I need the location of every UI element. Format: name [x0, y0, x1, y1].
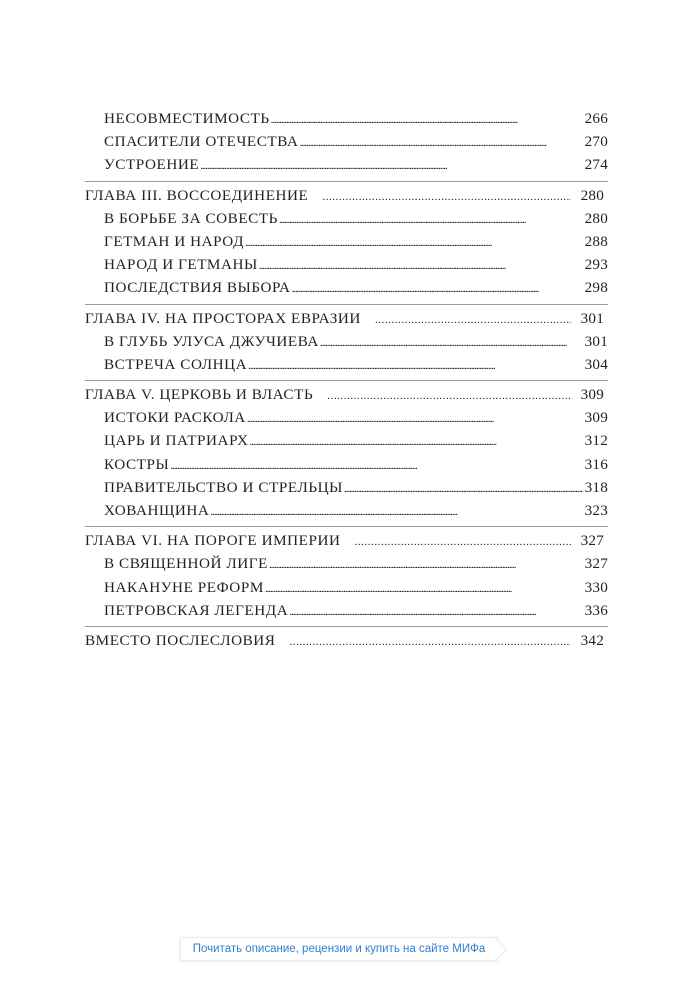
toc-entry-title: ВМЕСТО ПОСЛЕСЛОВИЯ	[85, 631, 276, 649]
toc-subsection-entry	[85, 456, 608, 479]
toc-entry-title: ГЛАВА IV. НА ПРОСТОРАХ ЕВРАЗИИ	[85, 309, 361, 327]
toc-subsection-entry	[85, 256, 608, 279]
toc-section	[85, 532, 608, 627]
toc-entry-title: ГЛАВА III. ВОССОЕДИНЕНИЕ	[85, 186, 309, 204]
toc-entry-page: 316	[584, 455, 608, 473]
toc-subsection-entry	[85, 210, 608, 233]
toc-entry-page: 336	[584, 601, 608, 619]
toc-section	[85, 386, 608, 527]
toc-leader-dots	[320, 337, 583, 349]
toc-entry-page: 309	[584, 409, 608, 427]
toc-entry-page: 342	[580, 631, 604, 649]
toc-leader-dots	[355, 536, 571, 548]
toc-chapter-entry	[85, 632, 608, 655]
toc-leader-dots	[245, 237, 583, 249]
toc-leader-dots	[200, 160, 582, 172]
toc-entry-title: УСТРОЕНИЕ	[104, 156, 200, 174]
toc-entry-title: ГЛАВА VI. НА ПОРОГЕ ИМПЕРИИ	[85, 532, 341, 550]
toc-subsection-entry	[85, 233, 608, 256]
toc-entry-page: 323	[584, 502, 608, 519]
toc-leader-dots	[269, 559, 583, 571]
toc-entry-title: ХОВАНЩИНА	[104, 502, 210, 519]
toc-leader-dots	[247, 413, 583, 425]
toc-entry-page: 288	[584, 232, 608, 250]
toc-subsection-entry	[85, 579, 608, 602]
store-link-label: Почитать описание, рецензии и купить на сайте МИФа	[192, 943, 486, 955]
toc-leader-dots	[210, 506, 582, 518]
toc-entry-page: 293	[584, 256, 608, 274]
toc-entry-page: 327	[580, 532, 604, 550]
toc-leader-dots	[279, 214, 583, 226]
toc-entry-title: НАКАНУНЕ РЕФОРМ	[104, 578, 264, 596]
toc-leader-dots	[300, 137, 583, 149]
toc-entry-page: 304	[584, 355, 608, 373]
toc-leader-dots	[344, 483, 583, 495]
toc-leader-dots	[170, 460, 582, 472]
toc-entry-page: 301	[584, 332, 608, 350]
toc-chapter-entry	[85, 310, 608, 333]
toc-entry-page: 330	[584, 578, 608, 596]
toc-leader-dots	[248, 360, 582, 372]
toc-entry-page: 318	[584, 478, 608, 496]
toc-chapter-entry	[85, 187, 608, 210]
toc-chapter-entry	[85, 386, 608, 409]
toc-leader-dots	[289, 636, 570, 648]
toc-entry-title: НАРОД И ГЕТМАНЫ	[104, 256, 258, 274]
toc-leader-dots	[292, 283, 583, 295]
toc-entry-title: КОСТРЫ	[104, 455, 170, 473]
chevron-right-icon	[483, 937, 507, 961]
toc-entry-page: 266	[584, 110, 608, 127]
toc-entry-title: ГЛАВА V. ЦЕРКОВЬ И ВЛАСТЬ	[85, 386, 314, 404]
toc-subsection-entry	[85, 479, 608, 502]
toc-entry-title: ЦАРЬ И ПАТРИАРХ	[104, 432, 249, 450]
toc-entry-title: ГЕТМАН И НАРОД	[104, 232, 244, 250]
toc-entry-page: 301	[580, 309, 604, 327]
toc-subsection-entry	[85, 279, 608, 302]
toc-subsection-entry	[85, 502, 608, 525]
table-of-contents	[85, 110, 608, 661]
toc-entry-page: 280	[584, 209, 608, 227]
toc-entry-page: 280	[580, 186, 604, 204]
toc-entry-title: СПАСИТЕЛИ ОТЕЧЕСТВА	[104, 133, 299, 151]
toc-entry-page: 327	[584, 555, 608, 573]
toc-entry-page: 274	[584, 156, 608, 174]
toc-subsection-entry	[85, 602, 608, 625]
toc-subsection-entry	[85, 133, 608, 156]
toc-entry-title: ПЕТРОВСКАЯ ЛЕГЕНДА	[104, 601, 289, 619]
toc-section	[85, 632, 608, 656]
toc-subsection-entry	[85, 156, 608, 179]
toc-entry-title: ПОСЛЕДСТВИЯ ВЫБОРА	[104, 279, 291, 297]
toc-entry-title: В ГЛУБЬ УЛУСА ДЖУЧИЕВА	[104, 332, 319, 350]
toc-entry-title: ПРАВИТЕЛЬСТВО И СТРЕЛЬЦЫ	[104, 478, 343, 496]
toc-chapter-entry	[85, 532, 608, 555]
toc-leader-dots	[250, 436, 583, 448]
toc-entry-title: В СВЯЩЕННОЙ ЛИГЕ	[104, 555, 268, 573]
toc-leader-dots	[259, 260, 583, 272]
toc-leader-dots	[322, 191, 570, 203]
toc-section	[85, 187, 608, 305]
toc-subsection-entry	[85, 333, 608, 356]
toc-entry-title: НЕСОВМЕСТИМОСТЬ	[104, 110, 270, 127]
toc-leader-dots	[289, 606, 582, 618]
toc-entry-page: 298	[584, 279, 608, 297]
toc-subsection-entry	[85, 356, 608, 379]
toc-section	[85, 110, 608, 182]
toc-entry-title: В БОРЬБЕ ЗА СОВЕСТЬ	[104, 209, 278, 227]
toc-entry-title: ИСТОКИ РАСКОЛА	[104, 409, 246, 427]
toc-section	[85, 310, 608, 382]
toc-leader-dots	[375, 314, 571, 326]
toc-subsection-entry	[85, 110, 608, 133]
toc-entry-page: 312	[584, 432, 608, 450]
toc-subsection-entry	[85, 555, 608, 578]
toc-leader-dots	[327, 390, 570, 402]
toc-entry-page: 309	[580, 386, 604, 404]
toc-entry-page: 270	[584, 133, 608, 151]
toc-entry-title: ВСТРЕЧА СОЛНЦА	[104, 355, 248, 373]
toc-leader-dots	[271, 114, 583, 126]
store-link-button[interactable]	[180, 937, 498, 961]
toc-leader-dots	[265, 583, 583, 595]
toc-subsection-entry	[85, 432, 608, 455]
toc-subsection-entry	[85, 409, 608, 432]
